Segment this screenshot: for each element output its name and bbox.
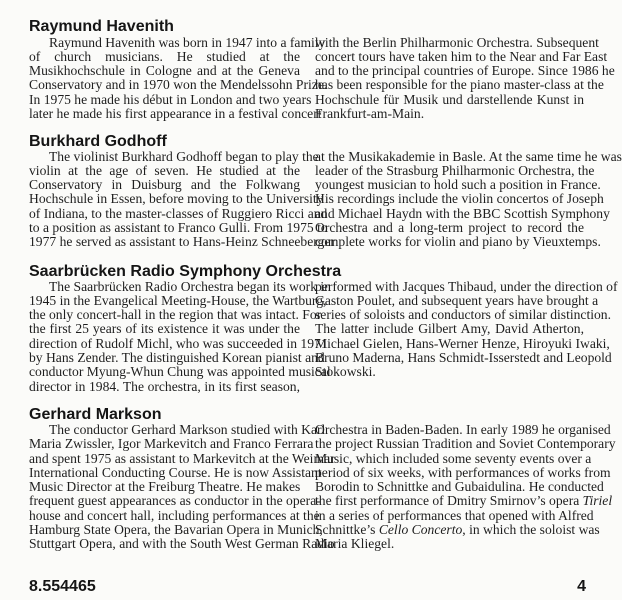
text-line: direction of Rudolf Michl, who was succeeded in 1971	[29, 335, 328, 351]
text-line: youngest musician to hold such a position in France.	[315, 177, 601, 193]
right-column-text	[315, 278, 618, 380]
text-line: The violinist Burkhard Godhoff began to play the	[49, 148, 319, 164]
left-column-text	[29, 278, 331, 394]
page-number: 4	[577, 578, 586, 595]
text-line: of church musicians. He studied at the	[29, 48, 300, 64]
text-line: 1945 in the Evangelical Meeting-House, the Wartburg,	[29, 292, 327, 308]
section-heading-raymund-havenith: Raymund Havenith	[29, 18, 174, 35]
text-line: performed with Jacques Thibaud, under the direction of	[315, 278, 618, 294]
text-segment: , in which the soloist was	[462, 522, 600, 538]
text-line: Maria Zwissler, Igor Markevitch and Franco Ferrara	[29, 436, 314, 452]
right-column-text	[315, 422, 616, 552]
text-line: Frankfurt-am-Main.	[315, 105, 425, 121]
text-line: house and concert hall, including performances at the	[29, 507, 320, 523]
catalogue-number: 8.554465	[29, 578, 96, 595]
section-heading-gerhard-markson: Gerhard Markson	[29, 406, 162, 423]
text-line: and Michael Haydn with the BBC Scottish Symphony	[315, 205, 610, 221]
text-line: Music Director at the Freiburg Theatre. He makes	[29, 479, 301, 495]
text-line: the only concert-hall in the region that was intact. For	[29, 307, 322, 323]
text-line: and to the principal countries of Europe. Since 1986 he	[315, 63, 615, 79]
text-line: Hochschule für Musik und darstellende Kunst in	[315, 91, 584, 107]
text-segment: the first performance of Dmitry Smirnov’s opera	[315, 493, 583, 509]
text-line: and spent 1975 as assistant to Markevitch at the Weimar	[29, 450, 335, 466]
text-line: Music, which included some seventy events over a	[315, 450, 592, 466]
text-line: Raymund Havenith was born in 1947 into a family	[49, 34, 326, 50]
text-line: Gaston Poulet, and subsequent years have brought a	[315, 292, 599, 308]
text-line	[315, 493, 613, 509]
text-line: frequent guest appearances as conductor in the opera-	[29, 493, 321, 509]
right-column-text	[315, 148, 622, 250]
text-line: the project Russian Tradition and Soviet Contemporary	[315, 436, 616, 452]
text-line: director in 1984. The orchestra, in its first season,	[29, 378, 300, 394]
text-line: His recordings include the violin concertos of Joseph	[315, 191, 604, 207]
text-line: conductor Myung-Whun Chung was appointed musical	[29, 364, 331, 380]
text-line: 1977 he served as assistant to Hans-Heinz Schneeberger	[29, 234, 335, 250]
text-line: The conductor Gerhard Markson studied with Karl	[49, 422, 326, 437]
text-line: leader of the Strasburg Philharmonic Orchestra, the	[315, 162, 595, 178]
text-line: Conservatory in Duisburg and the Folkwang	[29, 177, 300, 193]
text-line: Michael Gielen, Hans-Werner Henze, Hiroyuki Iwaki,	[315, 335, 610, 351]
text-line: later he made his first appearance in a festival concert	[29, 105, 322, 121]
text-line: The Saarbrücken Radio Orchestra began its work in	[49, 278, 331, 294]
text-line: complete works for violin and piano by Vieuxtemps.	[315, 234, 601, 250]
text-line: with the Berlin Philharmonic Orchestra. Subsequent	[315, 34, 599, 50]
italic-title: Tiriel	[582, 493, 613, 509]
italic-title: Cello Concerto	[378, 522, 463, 538]
text-line: Stuttgart Opera, and with the South West German Radio	[29, 536, 335, 552]
text-line: Conservatory and in 1970 won the Mendelssohn Prize.	[29, 77, 328, 93]
text-line: at the Musikakademie in Basle. At the same time he was	[315, 148, 622, 164]
text-line: Stokowski.	[315, 364, 376, 380]
text-line: in a series of performances that opened with Alfred	[315, 507, 594, 523]
text-line: The latter include Gilbert Amy, David Atherton,	[315, 321, 584, 337]
text-line: In 1975 he made his début in London and two years	[29, 91, 312, 107]
text-line: series of soloists and conductors of similar distinction.	[315, 307, 612, 323]
left-column-text	[29, 422, 335, 552]
text-line: concert tours have taken him to the Near and Far East	[315, 48, 608, 64]
text-line: the first 25 years of its existence it was under the	[29, 321, 300, 337]
text-line: by Hans Zender. The distinguished Korean pianist and	[29, 349, 325, 365]
text-line: Musikhochschule in Cologne and at the Geneva	[29, 63, 300, 79]
left-column-text	[29, 148, 335, 250]
text-line: has been responsible for the piano master-class at the	[315, 77, 604, 93]
left-column-text	[29, 34, 328, 122]
text-line: Hamburg State Opera, the Bavarian Opera in Munich,	[29, 522, 323, 538]
text-line: Maria Kliegel.	[315, 536, 395, 552]
text-line: of Indiana, to the master-classes of Ruggiero Ricci and	[29, 205, 328, 221]
section-heading-saarbru-cken-radio-symphony-orchestra: Saarbrücken Radio Symphony Orchestra	[29, 263, 342, 280]
text-segment: Schnittke’s	[315, 522, 379, 538]
text-line	[315, 522, 600, 538]
text-line: Bruno Maderna, Hans Schmidt-Isserstedt and Leopold	[315, 349, 612, 365]
text-line: to a position as assistant to Franco Gulli. From 1975 to	[29, 219, 328, 235]
text-line: International Conducting Course. He is now Assistant	[29, 464, 322, 480]
text-line: Hochschule in Essen, before moving to the University	[29, 191, 324, 207]
text-line: period of six weeks, with performances of works from	[315, 464, 611, 480]
text-line: Borodin to Schnittke and Gubaidulina. He conducted	[315, 479, 604, 495]
section-heading-burkhard-godhoff: Burkhard Godhoff	[29, 133, 167, 150]
right-column-text	[315, 34, 615, 122]
text-line: Orchestra in Baden-Baden. In early 1989 he organised	[315, 422, 611, 437]
text-line: Orchestra and a long-term project to record the	[315, 219, 584, 235]
text-line: violin at the age of seven. He studied at the	[29, 162, 300, 178]
